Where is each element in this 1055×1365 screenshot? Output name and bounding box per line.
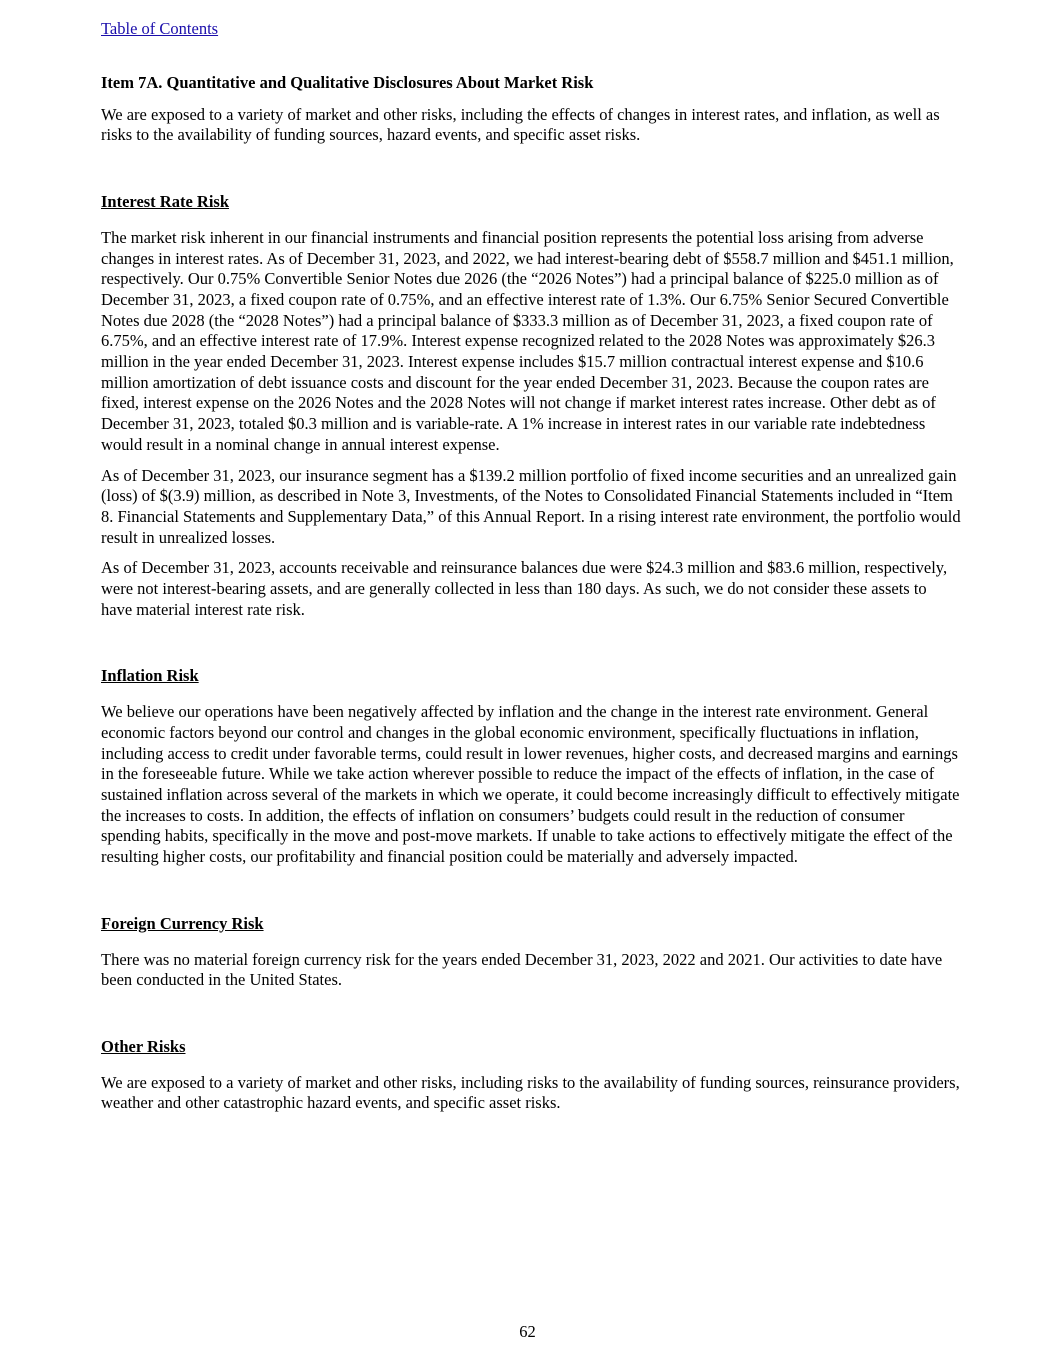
inflation-risk-heading: Inflation Risk — [101, 666, 199, 686]
other-risks-heading: Other Risks — [101, 1036, 186, 1056]
interest-rate-paragraph-3: As of December 31, 2023, accounts receivable and reinsurance balances due were $24.3 million and $83.6 million, respectively, were not interest-bearing assets, and are generally collected in less than 180 days. As such, we do not consider these assets to have material interest rate risk. — [101, 558, 948, 619]
interest-rate-paragraph-2: As of December 31, 2023, our insurance segment has a $139.2 million portfolio of fixed income securities and an unrealized gain (loss) of $(3.9) million, as described in Note 3, Investments, of the Notes to Consolidated Financial Statements included in “Item 8. Financial Statements and Supplementary Data,” of this Annual Report. In a rising interest rate environment, the portfolio would result in unrealized losses. — [101, 465, 961, 547]
interest-rate-risk-heading: Interest Rate Risk — [101, 192, 230, 212]
item-intro-paragraph: We are exposed to a variety of market and other risks, including the effects of changes in interest rates, and inflation, as well as risks to the availability of funding sources, hazard events, and specific asset risks. — [101, 104, 940, 145]
other-risks-paragraph: We are exposed to a variety of market and other risks, including risks to the availability of funding sources, reinsurance providers, weather and other catastrophic hazard events, and specific asset risks. — [101, 1072, 960, 1113]
inflation-paragraph: We believe our operations have been negatively affected by inflation and the change in the interest rate environment. General economic factors beyond our control and changes in the global economic environment, specifically fluctuations in inflation, including access to credit under favorable terms, could result in lower revenues, higher costs, and decreased margins and earnings in the foreseeable future. While we take action wherever possible to reduce the impact of the effects of inflation, in the case of sustained inflation across several of the markets in which we operate, it could become increasingly difficult to effectively mitigate the increases to costs. In addition, the effects of inflation on consumers’ budgets could result in the reduction of consumer spending habits, specifically in the move and post-move markets. If unable to take actions to effectively mitigate the effect of the resulting higher costs, our profitability and financial position could be materially and adversely impacted. — [101, 702, 960, 867]
page-number: 62 — [519, 1322, 536, 1341]
interest-rate-paragraph-1: The market risk inherent in our financial instruments and financial position represents the potential loss arising from adverse changes in interest rates. As of December 31, 2023, and 2022, we had interest-bearing debt of $558.7 million and $451.1 million, respectively. Our 0.75% Convertible Senior Notes due 2026 (the “2026 Notes”) had a principal balance of $225.0 million as of December 31, 2023, a fixed coupon rate of 0.75%, and an effective interest rate of 1.3%. Our 6.75% Senior Secured Convertible Notes due 2028 (the “2028 Notes”) had a principal balance of $333.3 million as of December 31, 2023, a fixed coupon rate of 6.75%, and an effective interest rate of 17.9%. Interest expense recognized related to the 2028 Notes was approximately $26.3 million in the year ended December 31, 2023. Interest expense includes $15.7 million contractual interest expense and $10.6 million amortization of debt issuance costs and discount for the year ended December 31, 2023. Because the coupon rates are fixed, interest expense on the 2026 Notes and the 2028 Notes will not change if market interest rates increase. Other debt as of December 31, 2023, totaled $0.3 million and is variable-rate. A 1% increase in interest rates in our variable rate indebtedness would result in a nominal change in annual interest expense. — [101, 227, 954, 454]
foreign-currency-risk-heading: Foreign Currency Risk — [101, 913, 264, 933]
item-title: Item 7A. Quantitative and Qualitative Disclosures About Market Risk — [101, 73, 594, 92]
document-body — [101, 73, 961, 1124]
table-of-contents-link[interactable]: Table of Contents — [101, 19, 219, 38]
foreign-currency-paragraph: There was no material foreign currency risk for the years ended December 31, 2023, 2022 and 2021. Our activities to date have been conducted in the United States. — [101, 949, 943, 990]
